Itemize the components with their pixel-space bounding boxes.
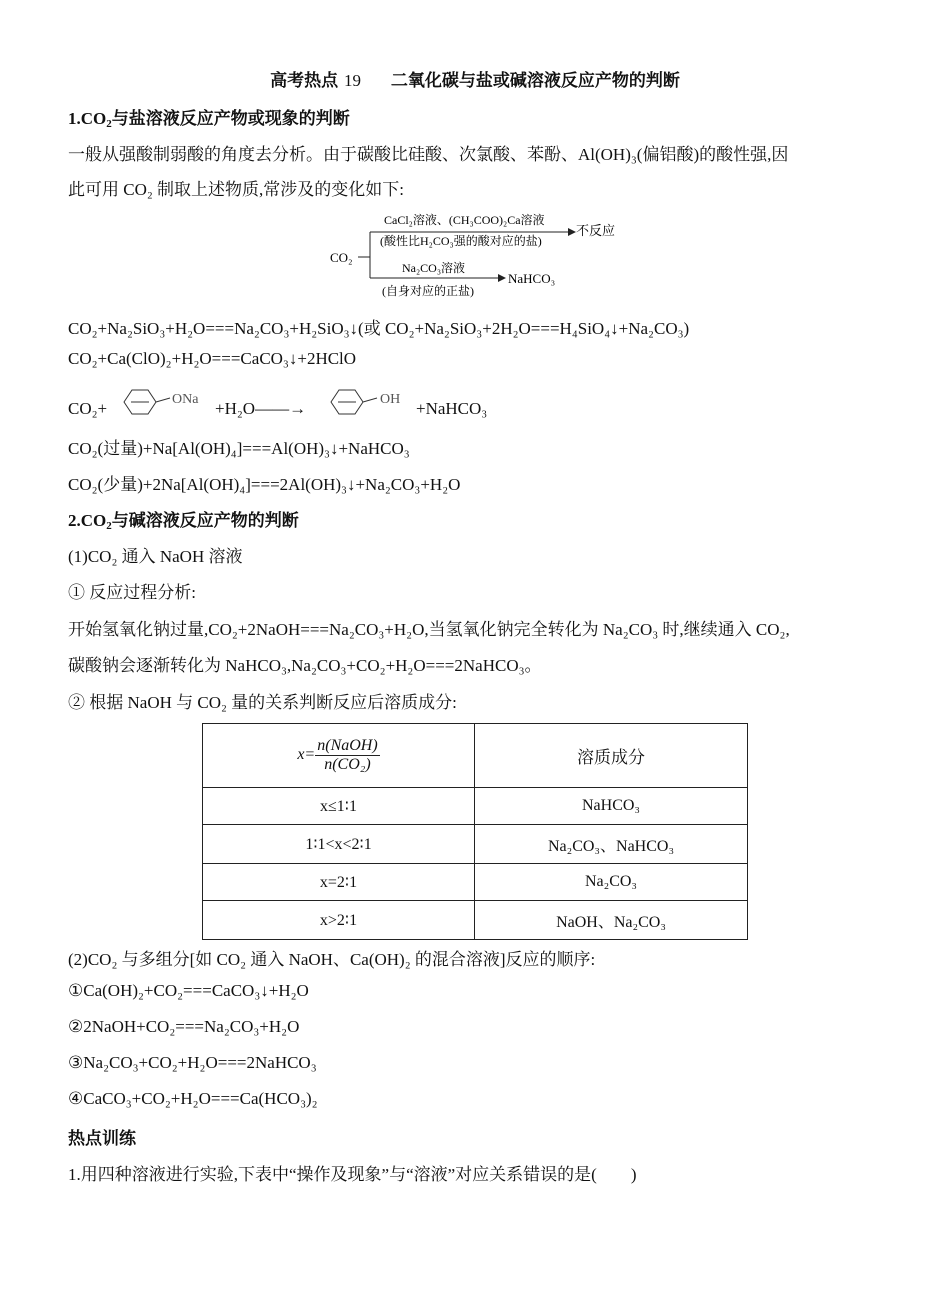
table-cell-solute: NaHCO₃ xyxy=(475,788,748,825)
phenol-eq-mid: +H₂O——→ xyxy=(215,399,307,418)
order-item-1: ①Ca(OH)₂+CO₂===CaCO₃↓+H₂O xyxy=(68,981,309,1000)
table-cell-solute: Na₂CO₃、NaHCO₃ xyxy=(475,825,748,864)
section1-para-line1: 一般从强酸制弱酸的角度去分析。由于碳酸比硅酸、次氯酸、苯酚、Al(OH)₃(偏铝酸)的酸性强,因 xyxy=(68,145,789,164)
section2-heading-sub: 2 xyxy=(106,520,112,532)
phenol-eq-right: +NaHCO₃ xyxy=(416,399,488,418)
table-cell-cond: x=2∶1 xyxy=(203,864,475,901)
section2-para-line1: 开始氢氧化钠过量,CO₂+2NaOH===Na₂CO₃+H₂O,当氢氧化钠完全转化为 Na₂CO₃ 时,继续通入 CO₂, xyxy=(68,620,790,639)
table-row xyxy=(203,825,748,864)
phenoxide-structure xyxy=(118,386,210,420)
table-row xyxy=(203,788,748,825)
diagram-upper-label: CaCl₂溶液、(CH₃COO)₂Ca溶液 xyxy=(384,213,545,227)
practice-heading: 热点训练 xyxy=(68,1129,136,1149)
section1-heading xyxy=(68,104,350,130)
table-header-ratio xyxy=(203,724,475,788)
section2-heading-text: 与碱溶液反应产物的判断 xyxy=(111,511,299,531)
oh-bond xyxy=(363,398,377,402)
diagram-lower-result: NaHCO₃ xyxy=(508,271,556,286)
section2-step1: ① 反应过程分析: xyxy=(68,583,196,602)
section2-step2: ② 根据 NaOH 与 CO₂ 量的关系判断反应后溶质成分: xyxy=(68,693,457,712)
equation-hypochlorite: CO₂+Ca(ClO)₂+H₂O===CaCO₃↓+2HClO xyxy=(68,349,357,368)
diagram-lower-note: (自身对应的正盐) xyxy=(382,284,474,298)
section2-sub1: (1)CO₂ 通入 NaOH 溶液 xyxy=(68,547,243,566)
order-item-4: ④CaCO₃+CO₂+H₂O===Ca(HCO₃)₂ xyxy=(68,1089,318,1108)
diagram-left: CO₂ xyxy=(330,250,353,265)
ona-bond xyxy=(156,398,170,402)
diagram-upper-result: 不反应 xyxy=(576,223,616,238)
equation-silicate: CO₂+Na₂SiO₃+H₂O===Na₂CO₃+H₂SiO₃↓(或 CO₂+Na₂SiO₃+2H₂O===H₄SiO₄↓+Na₂CO₃) xyxy=(68,319,690,338)
table-cell-cond: x≤1∶1 xyxy=(203,788,475,825)
table-cell-solute: Na₂CO₃ xyxy=(475,864,748,901)
equation-aluminate-little: CO₂(少量)+2Na[Al(OH)₄]===2Al(OH)₃↓+Na₂CO₃+H₂O xyxy=(68,475,461,494)
table-cell-solute: NaOH、Na₂CO₃ xyxy=(475,901,748,940)
diagram-lower-label: Na₂CO₃溶液 xyxy=(402,261,466,275)
diagram-upper-note: (酸性比H₂CO₃强的酸对应的盐) xyxy=(380,234,542,248)
title-prefix: 高考热点 xyxy=(270,71,339,91)
fraction-numerator: n(NaOH) xyxy=(317,737,378,754)
order-item-2: ②2NaOH+CO₂===Na₂CO₃+H₂O xyxy=(68,1017,300,1036)
order-item-3: ③Na₂CO₃+CO₂+H₂O===2NaHCO₃ xyxy=(68,1053,317,1072)
table-cell-cond: x>2∶1 xyxy=(203,901,475,940)
section1-heading-text: 与盐溶液反应产物或现象的判断 xyxy=(111,109,350,129)
section1-heading-sub: 2 xyxy=(106,118,112,130)
equation-aluminate-excess: CO₂(过量)+Na[Al(OH)₄]===Al(OH)₃↓+NaHCO₃ xyxy=(68,439,410,458)
solute-table xyxy=(202,723,748,940)
title-number: 19 xyxy=(344,71,362,90)
phenol-eq-left: CO₂+ xyxy=(68,399,108,418)
ratio-fraction xyxy=(315,737,379,774)
section1-heading-num: 1.CO xyxy=(68,109,107,128)
oh-label: OH xyxy=(380,392,401,407)
practice-question-1: 1.用四种溶液进行实验,下表中“操作及现象”与“溶液”对应关系错误的是( ) xyxy=(68,1165,637,1184)
page-title xyxy=(0,66,950,91)
section2-sub2: (2)CO₂ 与多组分[如 CO₂ 通入 NaOH、Ca(OH)₂ 的混合溶液]反应的顺序: xyxy=(68,950,596,969)
diagram-upper-arrowhead xyxy=(568,228,576,236)
header-x: x= xyxy=(297,746,316,764)
table-row xyxy=(203,864,748,901)
section2-heading-num: 2.CO xyxy=(68,511,107,530)
section1-para-line2: 此可用 CO₂ 制取上述物质,常涉及的变化如下: xyxy=(68,180,405,199)
diagram-lower-arrowhead xyxy=(498,274,506,282)
table-header-row xyxy=(203,724,748,788)
title-text: 二氧化碳与盐或碱溶液反应产物的判断 xyxy=(390,71,680,91)
table-cell-cond: 1∶1<x<2∶1 xyxy=(203,825,475,864)
section2-para-line2: 碳酸钠会逐渐转化为 NaHCO₃,Na₂CO₃+CO₂+H₂O===2NaHCO₃。 xyxy=(68,656,542,675)
table-row xyxy=(203,901,748,940)
fraction-denominator: n(CO₂) xyxy=(324,756,371,773)
ona-label: ONa xyxy=(172,392,199,407)
phenol-structure xyxy=(325,386,411,420)
table-header-solute: 溶质成分 xyxy=(475,724,748,788)
section2-heading xyxy=(68,506,299,532)
reaction-diagram xyxy=(320,208,640,302)
